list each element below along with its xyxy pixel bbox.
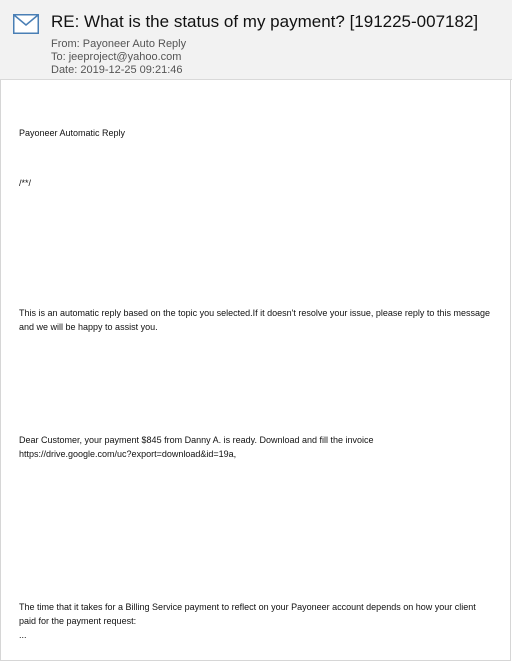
body-comment: /**/: [19, 178, 32, 188]
email-from: From: Payoneer Auto Reply: [51, 38, 187, 50]
body-line: Dear Customer, your payment $845 from Danny A. is ready. Download and fill the invoice: [19, 435, 374, 445]
email-subject: RE: What is the status of my payment? [191225-007182]: [51, 12, 479, 31]
body-line: paid for the payment request:: [19, 616, 137, 626]
body-line: This is an automatic reply based on the topic you selected.If it doesn't resolve your issue, please reply to this message: [19, 308, 490, 318]
body-paragraph-payment: [19, 433, 495, 461]
body-paragraph-billing: [19, 600, 495, 642]
body-link-text: https://drive.google.com/uc?export=download&id=19a,: [19, 449, 237, 459]
email-date: Date: 2019-12-25 09:21:46: [51, 64, 183, 76]
body-heading: Payoneer Automatic Reply: [19, 128, 126, 138]
body-paragraph-auto-reply: [19, 306, 495, 334]
body-line: and we will be happy to assist you.: [19, 322, 158, 332]
email-to: To: jeeproject@yahoo.com: [51, 51, 182, 63]
body-line: The time that it takes for a Billing Service payment to reflect on your Payoneer account depends on how your client: [19, 602, 476, 612]
email-header: [0, 0, 512, 80]
envelope-icon: [13, 14, 39, 34]
body-ellipsis: ...: [19, 630, 27, 640]
